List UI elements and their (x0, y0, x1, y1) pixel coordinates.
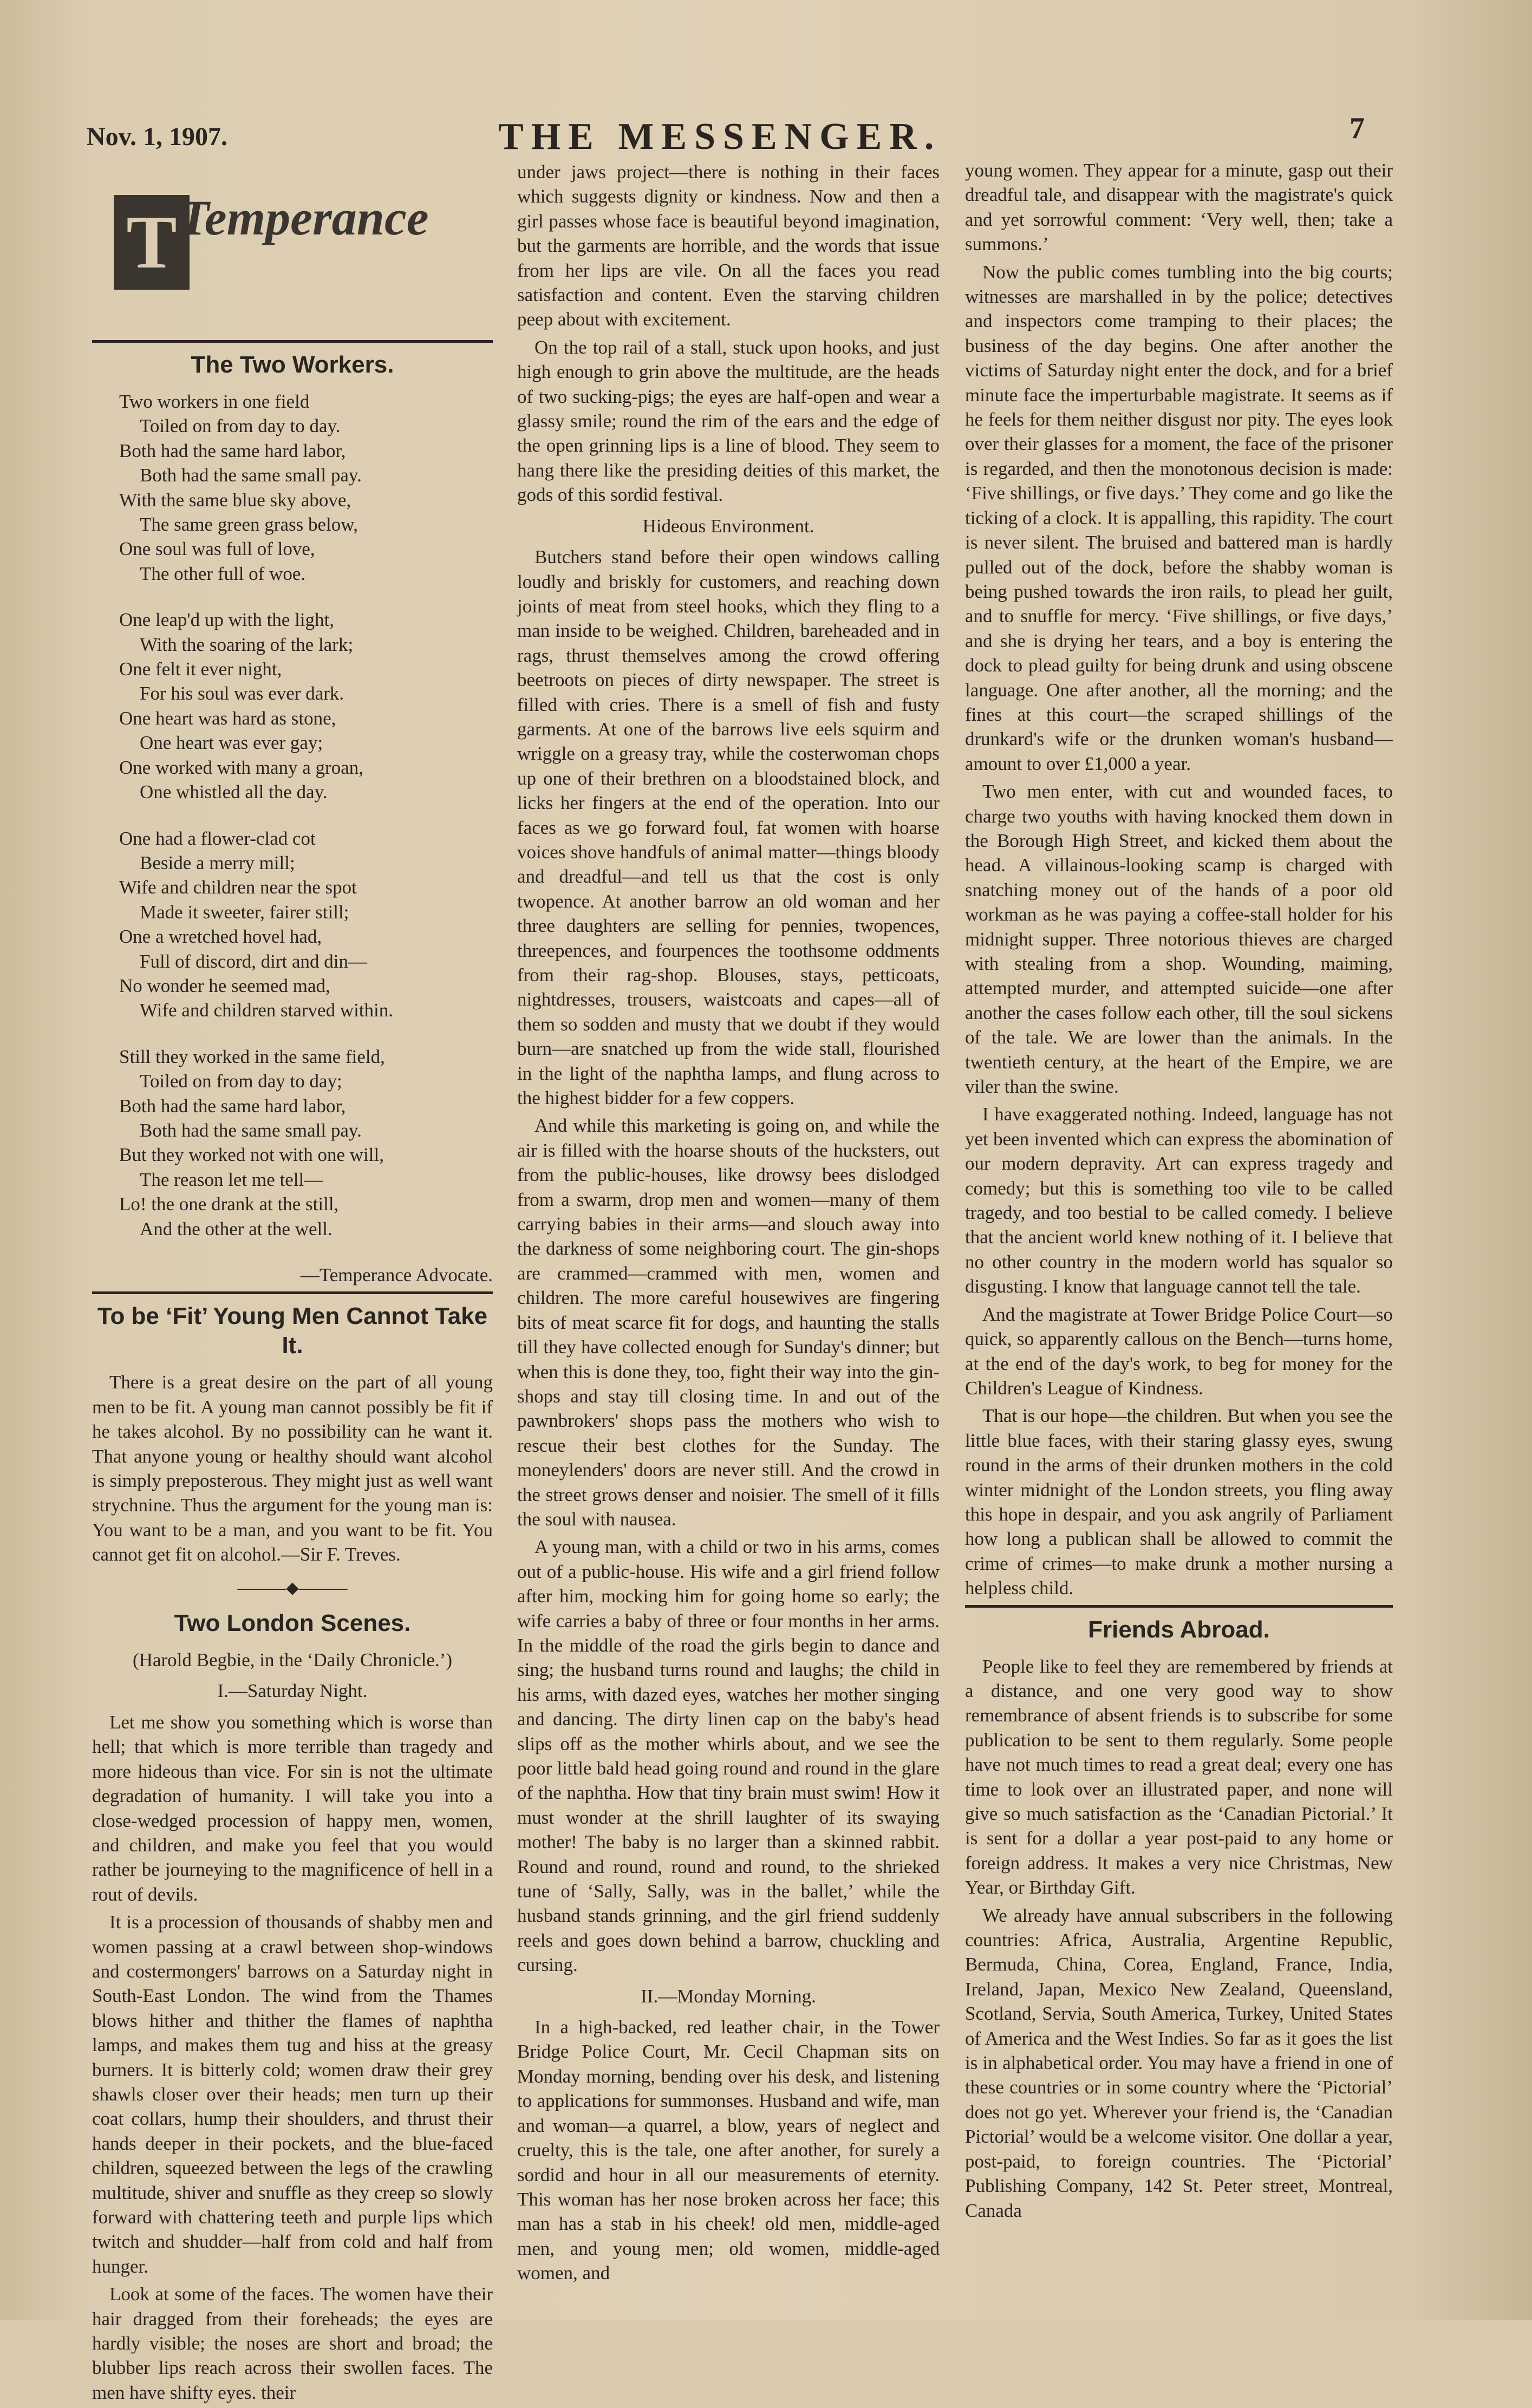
article-title-friends: Friends Abroad. (1088, 1616, 1270, 1643)
poem-line: With the same blue sky above, (119, 489, 351, 511)
poem-line: For his soul was ever dark. (140, 683, 344, 704)
article-paragraph: People like to feel they are remembered by friends at a distance, and one very good way to show remembrance of absent friends is to subscribe for some publication to be sent to them regularly. Some people have not much times to read a great deal; every one has time to look over an illustrated paper, and none will give so much satisfaction as the ‘Canadian Pictorial.’ It is sent for a dollar a year post-paid to any home or foreign address. It makes a very nice Christmas, New Year, or Birthday Gift. (965, 1655, 1393, 1898)
article-paragraph: And the magistrate at Tower Bridge Police Court—so quick, so apparently callous on the Bench—turns home, at the end of the day's work, to beg for money for the Children's League of Kindness. (965, 1303, 1393, 1399)
poem-line: Lo! the one drank at the still, (119, 1193, 339, 1215)
article-title-fit: To be ‘Fit’ Young Men Cannot Take It. (97, 1303, 488, 1359)
logo-initial: T (114, 195, 190, 290)
poem-line: Wife and children starved within. (140, 1000, 394, 1021)
article-paragraph: On the top rail of a stall, stuck upon hooks, and just high enough to grin above the multitude, are the heads of two sucking-pigs; the eyes are half-open and wear a glassy smile; round the rim of the ears and the edge of the open grinning lips is a line of blood. They seem to hang there like the presiding deities of this market, the gods of this sordid festival. (517, 336, 940, 506)
poem-line: One heart was ever gay; (140, 732, 323, 754)
article-paragraph: It is a procession of thousands of shabby men and women passing at a crawl between shop-windows and costermongers' barrows on a Saturday night in South-East London. The wind from the Thames blows hither and thither the flames of naphtha lamps, and makes them tug and hiss at the greasy burners. It is bitterly cold; women draw their grey shawls closer over their heads; men turn up their coat collars, hump their shoulders, and thrust their hands deeper in their pockets, and the blue-faced children, squeezed between the legs of the crawling multitude, shiver and snuffle as they creep so slowly forward with chattering teeth and purple lips which twitch and shudder—half from cold and half from hunger. (92, 1911, 493, 2277)
article-paragraph: Let me show you something which is worse than hell; that which is more terrible than tragedy and more hideous than vice. For sin is not the ultimate degradation of humanity. I will take you into a close-wedged procession of happy men, women, and children, and make you feel that you would rather be journeying to the magnificence of hell in a rout of devils. (92, 1711, 493, 1905)
page-header (87, 111, 1365, 158)
poem-line: Wife and children near the spot (119, 877, 357, 898)
poem-line: Toiled on from day to day; (140, 1071, 342, 1092)
section-rule (92, 1291, 493, 1294)
poem-stanza (119, 389, 493, 586)
poem-title: The Two Workers. (191, 351, 394, 378)
poem-line: Full of discord, dirt and din— (140, 950, 367, 972)
temperance-logo (92, 157, 493, 336)
article-paragraph: I have exaggerated nothing. Indeed, language has not yet been invented which can express the abomination of our modern depravity. Art can express tragedy and comedy; but this is something too vile to be called tragedy, and too bestial to be called comedy. I believe that the ancient world knew nothing of it. I believe that no other country in the modern world has squalor so disgusting. I know that language cannot tell the tale. (965, 1104, 1393, 1297)
poem-line: The other full of woe. (140, 563, 306, 584)
byline: (Harold Begbie, in the ‘Daily Chronicle.’) (133, 1649, 452, 1671)
poem-line: One felt it ever night, (119, 658, 282, 680)
ornament: ———◆——— (237, 1578, 348, 1597)
article-paragraph: under jaws project—there is nothing in their faces which suggests dignity or kindness. Now and then a girl passes whose face is beautiful beyond imagination, but the garments are horrible, and the words that issue from her lips are vile. On all the faces you read satisfaction and content. Even the starving children peep about with excitement. (517, 161, 940, 330)
poem-attribution: —Temperance Advocate. (300, 1264, 493, 1285)
article-paragraph: There is a great desire on the part of all young men to be fit. A young man cannot possibly be fit if he takes alcohol. By no possibility can he want it. That anyone young or healthy should want alcohol is simply preposterous. They might just as well want strychnine. Thus the argument for the young man is: You want to be a man, and you want to be fit. You cannot get fit on alcohol.—Sir F. Treves. (92, 1372, 493, 1565)
poem-stanza (119, 608, 493, 804)
article-paragraph: A young man, with a child or two in his arms, comes out of a public-house. His wife and a girl friend follow after him, mocking him for going home so early; the wife carries a baby of three or four months in her arms. In the middle of the road the girls begin to dance and sing; the husband turns round and laughs; the child in his arms, with dazed eyes, watches her mother singing and dancing. The dirty linen cap on the baby's head slips off as the mother whirls about, and we see the poor little bald head going round and round in the glare of the naphtha. How that tiny brain must swim! How it must wonder at the shrill laughter of its swaying mother! The baby is no larger than a skinned rabbit. Round and round, round and round, to the shrieked tune of ‘Sally, Sally, was in the ballet,’ while the husband stands grinning, and the girl friend suddenly reels and goes down behind a barrow, chuckling and cursing. (517, 1536, 940, 1976)
section-rule (92, 340, 493, 343)
column-3 (965, 158, 1393, 2226)
poem (119, 389, 493, 1241)
poem-line: Both had the same small pay. (140, 465, 362, 486)
logo-word: Temperance (179, 190, 429, 245)
poem-line: Both had the same hard labor, (119, 1095, 346, 1117)
poem-line: One whistled all the day. (140, 781, 328, 803)
poem-line: One leap'd up with the light, (119, 609, 335, 631)
poem-line: The reason let me tell— (140, 1169, 323, 1190)
poem-line: One soul was full of love, (119, 538, 315, 560)
poem-line: And the other at the well. (140, 1218, 333, 1239)
column-1 (92, 157, 493, 2408)
poem-line: Both had the same hard labor, (119, 440, 346, 461)
article-title-scenes: Two London Scenes. (174, 1610, 411, 1637)
poem-stanza (119, 1045, 493, 1241)
article-paragraph: And while this marketing is going on, and while the air is filled with the hoarse shouts of the hucksters, out from the public-houses, like drowsy bees dislodged from a swarm, drop men and women—many of them carrying babies in their arms—and slouch away into the darkness of some neighboring court. The gin-shops are crammed—crammed with men, women and children. The more careful housewives are fingering bits of meat scarce fit for dogs, and haunting the stalls till they have collected enough for Sunday's dinner; but when this is done they, too, fight their way into the gin-shops and stay till closing time. In and out of the pawnbrokers' shops pass the mothers who wish to rescue their best clothes for the Sunday. The moneylenders' doors are never still. And the crowd in the street grows denser and noisier. The smell of it fills the soul with nausea. (517, 1115, 940, 1530)
section-rule (965, 1605, 1393, 1608)
poem-line: Two workers in one field (119, 391, 310, 412)
poem-line: One had a flower-clad cot (119, 827, 316, 849)
subheading: Hideous Environment. (642, 515, 814, 537)
poem-line: Made it sweeter, fairer still; (140, 901, 349, 923)
article-paragraph: In a high-backed, red leather chair, in the Tower Bridge Police Court, Mr. Cecil Chapman sits on Monday morning, bending over his desk, and listening to applications for summonses. Husband and wife, man and woman—a quarrel, a blow, years of neglect and cruelty, this is the tale, one after another, for surely a sordid and hour in all our measurements of eternity. This woman has her nose broken across her face; this man has a stab in his cheek! old men, middle-aged men, and young men; old women, middle-aged women, and (517, 2017, 940, 2284)
article-paragraph: Butchers stand before their open windows calling loudly and briskly for customers, and reaching down joints of meat from steel hooks, which they fling to a man inside to be weighed. Children, bareheaded and in rags, thrust themselves among the crowd offering beetroots on pieces of dirty newspaper. The street is filled with cries. There is a smell of fish and fusty garments. At one of the barrows live eels squirm and wriggle on a greasy tray, while the costerwoman chops up one of their brethren on a bloodstained block, and licks her fingers at the end of the operation. Into our faces as we go forward foul, fat women with hoarse voices shove handfuls of animal matter—things bloody and dreadful—and tell us that the cost is only twopence. At another barrow an old woman and her three daughters are selling for pennies, twopences, threepences, and fourpences the toothsome oddments from their rag-shop. Blouses, stays, petticoats, nightdresses, trousers, waistcoats and capes—all of them so sodden and musty that we doubt if they would burn—are snatched up from the wide stall, flourished in the light of the naphtha lamps, and flung across to the highest bidder for a few coppers. (517, 546, 940, 1109)
article-paragraph: Two men enter, with cut and wounded faces, to charge two youths with having knocked them down in the Borough High Street, and kicked them about the head. A villainous-looking scamp is charged with snatching money out of the hands of a poor old workman as he was paying a coffee-stall holder for his midnight supper. Three notorious thieves are charged with stealing from a shop. Wounding, maiming, attempted murder, and attempted suicide—one after another the cases follow each other, till the soul sickens of the tale. We are lower than the animals. In the twentieth century, at the heart of the Empire, we are viler than the swine. (965, 781, 1393, 1098)
poem-line: One worked with many a groan, (119, 756, 363, 778)
poem-line: One a wretched hovel had, (119, 926, 322, 948)
poem-line: One heart was hard as stone, (119, 707, 336, 729)
article-paragraph: Now the public comes tumbling into the big courts; witnesses are marshalled in by the police; detectives and inspectors come tramping to their places; the business of the day begins. One after another the victims of Saturday night enter the dock, and for a brief minute face the imperturbable magistrate. It seems as if he feels for them neither disgust nor pity. The eyes look over their glasses for a moment, the face of the prisoner is regarded, and then the monotonous decision is made: ‘Five shillings, or five days.’ They come and go like the ticking of a clock. It is appalling, this rapidity. The court is never silent. The bruised and battered man is hardly pulled out of the dock, before the shabby woman is being pushed towards the iron rails, to plead her guilt, and to snuffle for mercy. ‘Five shillings, or five days,’ and she is drying her tears, and a boy is entering the dock to plead guilty for being drunk and using obscene language. One after another, all the morning; and the fines at this court—the scraped shillings of the drunkard's wife or the drunken woman's husband—amount to over £1,000 a year. (965, 261, 1393, 774)
article-paragraph: We already have annual subscribers in the following countries: Africa, Australia, Argentine Republic, Bermuda, China, Corea, England, France, India, Ireland, Japan, Mexico New Zealand, Queensland, Scotland, Servia, South America, Turkey, United States of America and the West Indies. So far as it goes the list is in alphabetical order. You may have a friend in one of these countries or in some country where the ‘Pictorial’ does not go yet. Wherever your friend is, the ‘Canadian Pictorial’ would be a welcome visitor. One dollar a year, post-paid, to foreign countries. The ‘Pictorial’ Publishing Company, 142 St. Peter street, Montreal, Canada (965, 1904, 1393, 2221)
article-paragraph: That is our hope—the children. But when you see the little blue faces, with their staring glassy eyes, swung round in the arms of their drunken mothers in the cold winter midnight of the London streets, you fling away this hope in despair, and you ask angrily of Parliament how long a publican shall be allowed to commit the crime of crimes—to make drunk a mother nursing a helpless child. (965, 1405, 1393, 1599)
poem-line: With the soaring of the lark; (140, 634, 354, 655)
subheading: I.—Saturday Night. (217, 1680, 368, 1702)
column-2 (517, 160, 940, 2289)
poem-stanza (119, 826, 493, 1023)
poem-line: No wonder he seemed mad, (119, 975, 330, 996)
page-number: 7 (1350, 112, 1365, 145)
poem-line: The same green grass below, (140, 514, 358, 536)
subheading: II.—Monday Morning. (641, 1985, 816, 2007)
issue-date: Nov. 1, 1907. (87, 122, 228, 151)
masthead-title: THE MESSENGER. (498, 116, 942, 158)
article-paragraph: Look at some of the faces. The women have their hair dragged from their foreheads; the eyes are hardly visible; the noses are short and broad; the blubber lips reach across their swollen faces. The men have shifty eyes. their (92, 2283, 493, 2403)
poem-line: But they worked not with one will, (119, 1144, 384, 1166)
poem-line: Both had the same small pay. (140, 1119, 362, 1141)
poem-line: Beside a merry mill; (140, 852, 295, 873)
article-paragraph: young women. They appear for a minute, gasp out their dreadful tale, and disappear with the magistrate's quick and yet sorrowful comment: ‘Very well, then; take a summons.’ (965, 160, 1393, 255)
poem-line: Toiled on from day to day. (140, 415, 341, 437)
poem-line: Still they worked in the same field, (119, 1046, 385, 1067)
